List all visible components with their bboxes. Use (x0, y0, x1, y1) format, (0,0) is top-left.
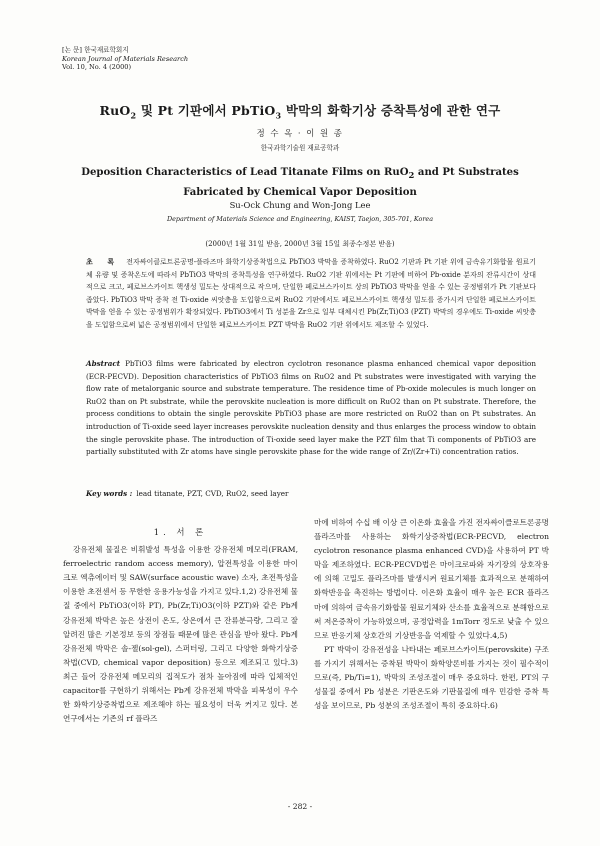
body-column-left (63, 513, 298, 726)
journal-header (62, 46, 188, 72)
keywords (86, 489, 536, 498)
korean-authors: 정 수 옥 · 이 원 종 (256, 128, 344, 138)
english-authors: Su-Ock Chung and Won-Jong Lee (229, 200, 371, 210)
english-abstract (86, 358, 536, 459)
body-paragraph: PT 박막이 강유전성을 나타내는 페로브스카이트(perovskite) 구조를 가지기 위해서는 증착된 박막이 화학양론비를 가지는 것이 필수적이므로(즉, Pb/Ti=1), 박막의 조성조절이 매우 중요하다. 한편, PT의 구성물질 중에서 Pb 성분은 기판온도와 기판물질에 매우 민감한 증착 특성을 보이므로, Pb 성분의 조성조절이 특히 중요하다.6) (314, 644, 549, 711)
korean-abstract (86, 256, 536, 332)
section-heading: 1. 서 론 (153, 527, 208, 537)
body-paragraph: 마에 비하여 수십 배 이상 큰 이온화 효율을 가진 전자싸이클로트론공명 플라즈마를 사용하는 화학기상증착법(ECR-PECVD, electron cyclotron resonance plasma enhanced CVD)을 사용하여 PT 박막을 제조하였다. ECR-PECVD법은 마이크로파와 자기장의 상호작용에 의해 고밀도 플라즈마를 발생시켜 원료기체를 효과적으로 분해하여 화학반응을 촉진하는 방법이다. 이온화 효율이 매우 높은 ECR 플라즈마에 의하여 금속유기화합물 원료기체와 산소를 효율적으로 분해함으로써 저온증착이 가능하였으며, 공정압력을 1mTorr 정도로 낮출 수 있으므로 반응기체 상호간의 기상반응을 억제할 수 있었다.4,5) (314, 518, 549, 640)
english-abstract-label: Abstract (86, 359, 121, 368)
keywords-text: lead titanate, PZT, CVD, RuO2, seed layer (136, 489, 289, 498)
body-column-right (314, 516, 549, 713)
korean-abstract-label: 초 록 (86, 257, 121, 266)
body-paragraph: 강유전체 물질은 비휘발성 특성을 이용한 강유전체 메모리(FRAM, ferroelectric random access memory), 압전특성을 이용한 마이크로 엑츄에이터 및 SAW(surface acoustic wave) 소자, 초전특성을 이용한 초전센서 등 무한한 응용가능성을 가지고 있다.1,2) 강유전체 물질 중에서 PbTiO3(이하 PT), Pb(Zr,Ti)O3(이하 PZT)와 같은 Pb계 강유전체 박막은 높은 상전이 온도, 상온에서 큰 잔류분극량, 그리고 잘 알려진 많은 기본정보 등의 장점들 때문에 많은 관심을 받아 왔다. Pb계 강유전체 박막은 솔-젤(sol-gel), 스퍼터링, 그리고 다양한 화학기상증착법(CVD, chemical vapor deposition) 등으로 제조되고 있다.3) 최근 들어 강유전체 메모리의 집적도가 점차 높아짐에 따라 입체적인 capacitor를 구현하기 위해서는 Pb계 강유전체 박막을 피복성이 우수한 화학기상증착법으로 제조해야 하는 필요성이 더욱 커지고 있다. 본 연구에서는 기존의 rf 플라즈 (63, 545, 298, 724)
english-title: Deposition Characteristics of Lead Titanate Films on RuO$_2$ and Pt Substrates Fabricated by Chemical Vapor Deposition (81, 167, 519, 199)
received-dates: (2000년 1월 31일 받음, 2000년 3월 15일 최종수정본 받음) (205, 240, 395, 248)
english-abstract-text: PbTiO3 films were fabricated by electron cyclotron resonance plasma enhanced chemical vapor deposition (ECR-PECVD). Deposition characteristics of PbTiO3 films on RuO2 and Pt substrates were investigated with varying the flow rate of metalorganic source and substrate temperature. The residence time of Pb-oxide molecules is much longer on RuO2 than on Pt substrate, while the perovskite nucleation is more difficult on RuO2 than on Pt substrate. Therefore, the process conditions to obtain the single perovskite PbTiO3 phase are more restricted on RuO2 than on Pt substrates. An introduction of Ti-oxide seed layer increases perovskite nucleation density and thus enlarges the process window to obtain the single perovskite phase. The introduction of Ti-oxide seed layer make the PZT film that Ti components of PbTiO3 are partially substituted with Zr atoms have single perovskite phase for the wide range of Zr/(Zr+Ti) concentration ratios. (86, 359, 536, 457)
english-affiliation: Department of Materials Science and Engineering, KAIST, Taejon, 305-701, Korea (167, 215, 433, 223)
keywords-label: Key words : (86, 489, 133, 498)
journal-name-en: Korean Journal of Materials Research (62, 54, 189, 63)
page-number: - 282 - (287, 802, 313, 811)
journal-name-kr: [논 문] 한국재료학회지 (62, 46, 129, 54)
korean-abstract-text: 전자싸이클로트론공명-플라즈마 화학기상증착법으로 PbTiO3 박막을 증착하였다. RuO2 기판과 Pt 기판 위에 금속유기화합물 원료기체 유량 및 증착온도에 따라서 PbTiO3 박막의 증착특성을 연구하였다. RuO2 기판 위에서는 Pt 기판에 비하여 Pb-oxide 분자의 잔류시간이 상대적으로 크고, 페로브스카이트 핵생성 밀도는 상대적으로 작으며, 단일한 페로브스카이트 상의 PbTiO3 박막을 얻을 수 있는 공정범위가 Pt 기판보다 좁았다. PbTiO3 박막 증착 전 Ti-oxide 씨앗층을 도입함으로써 RuO2 기판에서도 페로브스카이트 핵생성 밀도를 증가시켜 단일한 페로브스카이트 박막을 얻을 수 있는 공정범위가 확장되었다. PbTiO3에서 Ti 성분을 Zr으로 일부 대체시킨 Pb(Zr,Ti)O3 (PZT) 박막의 경우에도 Ti-oxide 씨앗층을 도입함으로써 넓은 공정범위에서 단일한 페로브스카이트 PZT 박막을 RuO2 기판 위에서도 제조할 수 있었다. (86, 258, 536, 329)
journal-volume: Vol. 10, No. 4 (2000) (62, 63, 132, 72)
korean-title: RuO$_2$ 및 Pt 기판에서 PbTiO$_3$ 박막의 화학기상 증착특성에 관한 연구 (99, 103, 501, 121)
korean-affiliation: 한국과학기술원 재료공학과 (260, 144, 340, 152)
